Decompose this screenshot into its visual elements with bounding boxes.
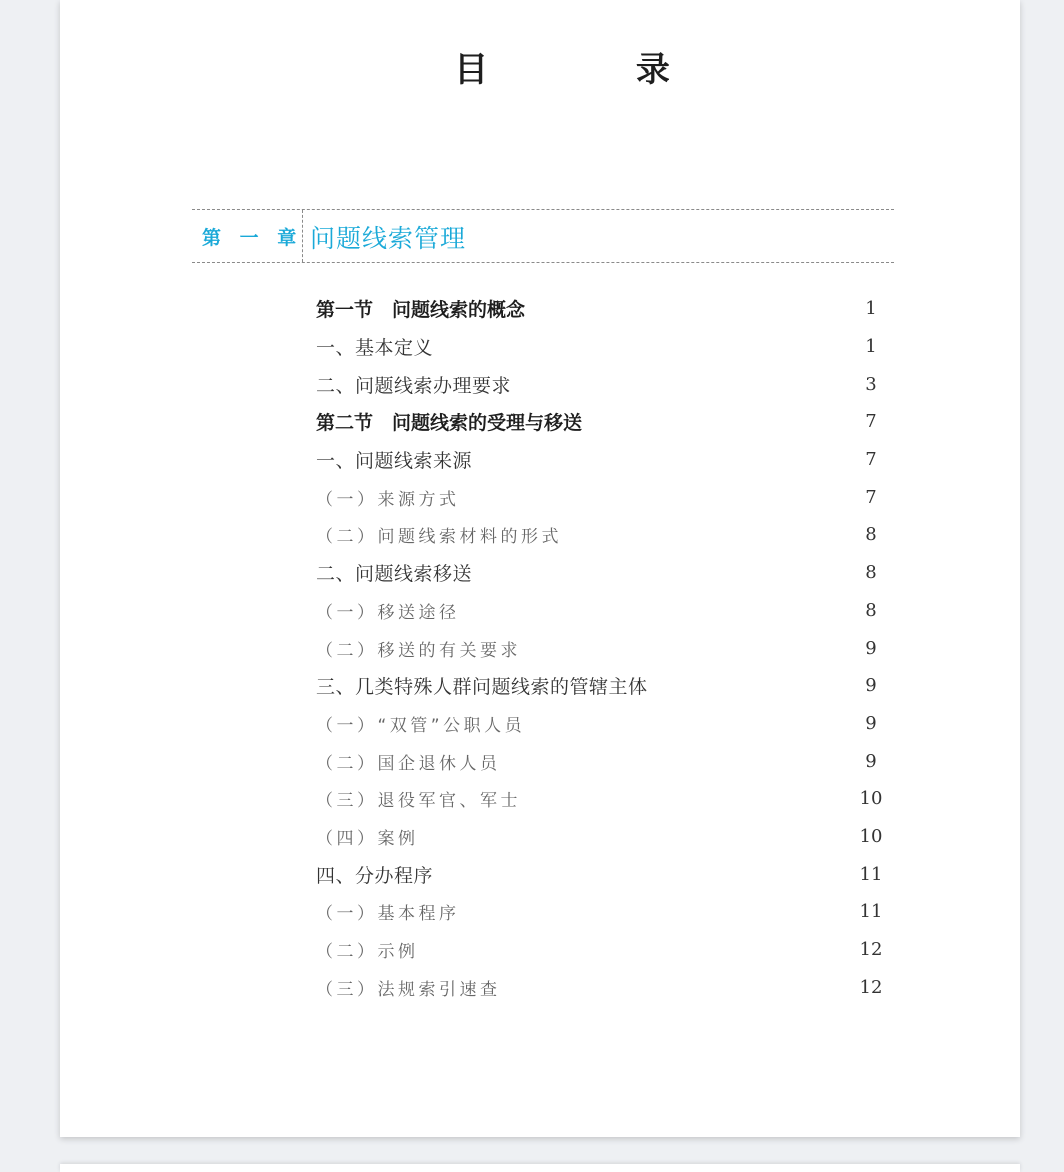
toc-entry[interactable] [316,478,891,516]
toc-entry-text: （一）基本程序 [316,904,460,925]
chapter-header [192,209,894,263]
toc-entry-text: （三）法规索引速查 [316,979,501,1000]
toc-entry-text: 第二节 问题线索的受理与移送 [316,412,583,435]
chapter-divider [302,210,303,262]
toc-entry-page: 8 [865,524,877,546]
toc-entry-page: 11 [859,901,883,923]
toc-entry[interactable] [316,780,891,818]
toc-entry[interactable] [316,328,891,366]
toc-entry-text: （三）退役军官、军士 [316,791,521,812]
toc-entry[interactable] [316,365,891,403]
toc-entry-text: 二、问题线索办理要求 [316,374,512,397]
toc-entry-text: （二）移送的有关要求 [316,640,521,661]
toc-entry-page: 1 [865,298,877,320]
toc-entry-text: （四）案例 [316,828,419,849]
toc-entry-text: （二）示例 [316,942,419,963]
toc-entry-page: 12 [859,976,883,998]
toc-list [316,290,891,1006]
toc-entry-page: 10 [859,788,883,810]
toc-entry[interactable] [316,705,891,743]
toc-entry[interactable] [316,968,891,1006]
toc-entry[interactable] [316,855,891,893]
toc-entry-page: 9 [865,675,877,697]
next-page-edge [60,1164,1020,1172]
toc-entry-text: （二）国企退休人员 [316,753,501,774]
toc-entry[interactable] [316,592,891,630]
toc-entry-page: 8 [865,562,877,584]
toc-entry[interactable] [316,893,891,931]
toc-entry-page: 1 [865,336,877,358]
toc-entry-page: 9 [865,637,877,659]
chapter-name[interactable]: 问题线索管理 [310,224,467,253]
toc-entry[interactable] [316,516,891,554]
toc-entry-page: 11 [859,863,883,885]
toc-entry[interactable] [316,629,891,667]
toc-entry-text: 三、几类特殊人群问题线索的管辖主体 [316,676,648,699]
toc-entry[interactable] [316,290,891,328]
toc-entry-page: 7 [865,449,877,471]
toc-entry-text: （二）问题线索材料的形式 [316,527,562,548]
toc-entry-text: （一）来源方式 [316,489,460,510]
toc-entry-text: 一、基本定义 [316,337,434,360]
toc-entry-page: 3 [865,373,877,395]
toc-entry-page: 7 [865,486,877,508]
chapter-label: 第 一 章 [202,227,303,249]
toc-entry[interactable] [316,403,891,441]
toc-entry-page: 8 [865,599,877,621]
toc-entry[interactable] [316,742,891,780]
toc-entry[interactable] [316,931,891,969]
toc-entry-page: 9 [865,750,877,772]
toc-title: 目 录 [454,49,738,90]
toc-entry-page: 9 [865,712,877,734]
toc-entry-text: 一、问题线索来源 [316,450,473,473]
toc-entry-text: 第一节 问题线索的概念 [316,299,526,322]
toc-entry-text: （一）移送途径 [316,602,460,623]
toc-entry[interactable] [316,554,891,592]
toc-entry-page: 10 [859,825,883,847]
document-page [60,0,1020,1137]
toc-entry-page: 12 [859,939,883,961]
toc-entry-text: 四、分办程序 [316,864,434,887]
toc-entry-page: 7 [865,411,877,433]
toc-entry-text: （一）“双管”公职人员 [316,715,526,736]
toc-entry-text: 二、问题线索移送 [316,563,473,586]
toc-entry[interactable] [316,667,891,705]
toc-entry[interactable] [316,818,891,856]
toc-entry[interactable] [316,441,891,479]
